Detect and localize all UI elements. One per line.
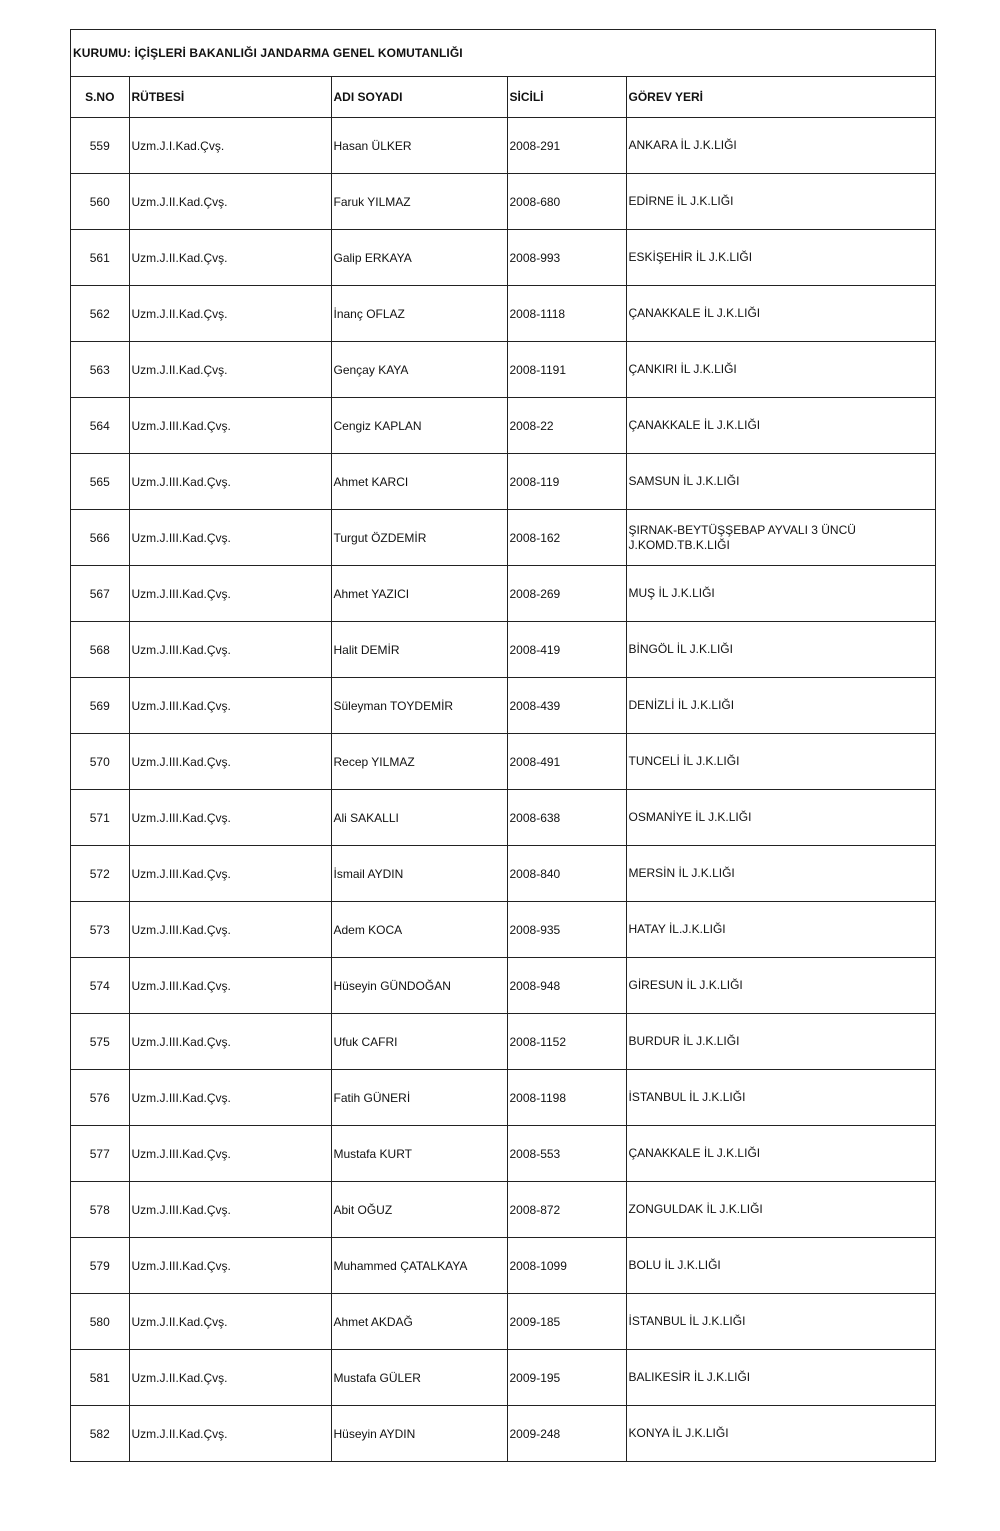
sno-cell: 563: [71, 342, 129, 398]
column-header-duty-station: GÖREV YERİ: [626, 77, 935, 118]
table-row: [71, 846, 935, 902]
sno-cell: 565: [71, 454, 129, 510]
registry-cell: 2008-948: [507, 958, 626, 1014]
registry-cell: 2008-1152: [507, 1014, 626, 1070]
table-row: [71, 622, 935, 678]
table-row: [71, 1014, 935, 1070]
column-header-rank: RÜTBESİ: [129, 77, 331, 118]
name-cell: Mustafa GÜLER: [331, 1350, 507, 1406]
rank-cell: Uzm.J.II.Kad.Çvş.: [129, 342, 331, 398]
name-cell: İsmail AYDIN: [331, 846, 507, 902]
sno-cell: 570: [71, 734, 129, 790]
table-row: [71, 230, 935, 286]
rank-cell: Uzm.J.III.Kad.Çvş.: [129, 566, 331, 622]
duty-station-cell: ÇANAKKALE İL J.K.LIĞI: [626, 286, 935, 342]
sno-cell: 578: [71, 1182, 129, 1238]
name-cell: Turgut ÖZDEMİR: [331, 510, 507, 566]
registry-cell: 2008-935: [507, 902, 626, 958]
column-header-registry: SİCİLİ: [507, 77, 626, 118]
table-row: [71, 510, 935, 566]
registry-cell: 2008-553: [507, 1126, 626, 1182]
rank-cell: Uzm.J.III.Kad.Çvş.: [129, 454, 331, 510]
duty-station-cell: İSTANBUL İL J.K.LIĞI: [626, 1070, 935, 1126]
table-row: [71, 342, 935, 398]
name-cell: Süleyman TOYDEMİR: [331, 678, 507, 734]
duty-station-cell: BALIKESİR İL J.K.LIĞI: [626, 1350, 935, 1406]
sno-cell: 575: [71, 1014, 129, 1070]
rank-cell: Uzm.J.III.Kad.Çvş.: [129, 734, 331, 790]
name-cell: Ahmet YAZICI: [331, 566, 507, 622]
name-cell: Fatih GÜNERİ: [331, 1070, 507, 1126]
rank-cell: Uzm.J.III.Kad.Çvş.: [129, 902, 331, 958]
duty-station-cell: ÇANKIRI İL J.K.LIĞI: [626, 342, 935, 398]
sno-cell: 574: [71, 958, 129, 1014]
registry-cell: 2008-872: [507, 1182, 626, 1238]
registry-cell: 2008-22: [507, 398, 626, 454]
registry-cell: 2008-1198: [507, 1070, 626, 1126]
rank-cell: Uzm.J.III.Kad.Çvş.: [129, 1070, 331, 1126]
table-row: [71, 398, 935, 454]
sno-cell: 577: [71, 1126, 129, 1182]
registry-cell: 2008-1118: [507, 286, 626, 342]
table-row: [71, 174, 935, 230]
rank-cell: Uzm.J.II.Kad.Çvş.: [129, 230, 331, 286]
sno-cell: 571: [71, 790, 129, 846]
rank-cell: Uzm.J.II.Kad.Çvş.: [129, 1350, 331, 1406]
column-header-sno: S.NO: [71, 77, 129, 118]
rank-cell: Uzm.J.II.Kad.Çvş.: [129, 286, 331, 342]
rank-cell: Uzm.J.III.Kad.Çvş.: [129, 678, 331, 734]
registry-cell: 2008-491: [507, 734, 626, 790]
name-cell: Muhammed ÇATALKAYA: [331, 1238, 507, 1294]
sno-cell: 582: [71, 1406, 129, 1462]
duty-station-cell: EDİRNE İL J.K.LIĞI: [626, 174, 935, 230]
name-cell: Ufuk CAFRI: [331, 1014, 507, 1070]
rank-cell: Uzm.J.III.Kad.Çvş.: [129, 1182, 331, 1238]
table-row: [71, 1182, 935, 1238]
sno-cell: 567: [71, 566, 129, 622]
rank-cell: Uzm.J.III.Kad.Çvş.: [129, 622, 331, 678]
name-cell: Hasan ÜLKER: [331, 118, 507, 174]
duty-station-cell: SAMSUN İL J.K.LIĞI: [626, 454, 935, 510]
registry-cell: 2008-291: [507, 118, 626, 174]
registry-cell: 2009-185: [507, 1294, 626, 1350]
name-cell: Adem KOCA: [331, 902, 507, 958]
name-cell: İnanç OFLAZ: [331, 286, 507, 342]
sno-cell: 573: [71, 902, 129, 958]
table-row: [71, 1238, 935, 1294]
sno-cell: 560: [71, 174, 129, 230]
duty-station-cell: BURDUR İL J.K.LIĞI: [626, 1014, 935, 1070]
sno-cell: 559: [71, 118, 129, 174]
table-row: [71, 118, 935, 174]
rank-cell: Uzm.J.III.Kad.Çvş.: [129, 1126, 331, 1182]
sno-cell: 576: [71, 1070, 129, 1126]
duty-station-cell: HATAY İL.J.K.LIĞI: [626, 902, 935, 958]
duty-station-cell: MERSİN İL J.K.LIĞI: [626, 846, 935, 902]
name-cell: Faruk YILMAZ: [331, 174, 507, 230]
name-cell: Galip ERKAYA: [331, 230, 507, 286]
sno-cell: 566: [71, 510, 129, 566]
table-row: [71, 286, 935, 342]
name-cell: Gençay KAYA: [331, 342, 507, 398]
name-cell: Hüseyin AYDIN: [331, 1406, 507, 1462]
registry-cell: 2008-1191: [507, 342, 626, 398]
sno-cell: 580: [71, 1294, 129, 1350]
duty-station-cell: ANKARA İL J.K.LIĞI: [626, 118, 935, 174]
name-cell: Abit OĞUZ: [331, 1182, 507, 1238]
duty-station-cell: MUŞ İL J.K.LIĞI: [626, 566, 935, 622]
institution-title: KURUMU: İÇİŞLERİ BAKANLIĞI JANDARMA GENEL KOMUTANLIĞI: [71, 30, 935, 77]
name-cell: Ali SAKALLI: [331, 790, 507, 846]
sno-cell: 572: [71, 846, 129, 902]
personnel-table: [71, 77, 935, 1461]
sno-cell: 579: [71, 1238, 129, 1294]
table-row: [71, 790, 935, 846]
registry-cell: 2008-680: [507, 174, 626, 230]
name-cell: Halit DEMİR: [331, 622, 507, 678]
table-row: [71, 902, 935, 958]
duty-station-cell: DENİZLİ İL J.K.LIĞI: [626, 678, 935, 734]
name-cell: Ahmet KARCI: [331, 454, 507, 510]
registry-cell: 2008-269: [507, 566, 626, 622]
registry-cell: 2008-162: [507, 510, 626, 566]
registry-cell: 2009-248: [507, 1406, 626, 1462]
table-row: [71, 1070, 935, 1126]
name-cell: Recep YILMAZ: [331, 734, 507, 790]
duty-station-cell: ESKİŞEHİR İL J.K.LIĞI: [626, 230, 935, 286]
name-cell: Ahmet AKDAĞ: [331, 1294, 507, 1350]
personnel-list-sheet: [70, 29, 936, 1462]
table-row: [71, 678, 935, 734]
name-cell: Hüseyin GÜNDOĞAN: [331, 958, 507, 1014]
sno-cell: 564: [71, 398, 129, 454]
registry-cell: 2008-840: [507, 846, 626, 902]
registry-cell: 2008-1099: [507, 1238, 626, 1294]
sno-cell: 568: [71, 622, 129, 678]
table-row: [71, 734, 935, 790]
rank-cell: Uzm.J.I.Kad.Çvş.: [129, 118, 331, 174]
table-row: [71, 1406, 935, 1462]
table-row: [71, 958, 935, 1014]
duty-station-cell: ŞIRNAK-BEYTÜŞŞEBAP AYVALI 3 ÜNCÜ J.KOMD.TB.K.LIĞI: [626, 510, 935, 566]
rank-cell: Uzm.J.III.Kad.Çvş.: [129, 958, 331, 1014]
rank-cell: Uzm.J.II.Kad.Çvş.: [129, 174, 331, 230]
registry-cell: 2008-119: [507, 454, 626, 510]
rank-cell: Uzm.J.III.Kad.Çvş.: [129, 790, 331, 846]
table-row: [71, 1294, 935, 1350]
column-header-name: ADI SOYADI: [331, 77, 507, 118]
duty-station-cell: GİRESUN İL J.K.LIĞI: [626, 958, 935, 1014]
duty-station-cell: İSTANBUL İL J.K.LIĞI: [626, 1294, 935, 1350]
registry-cell: 2008-419: [507, 622, 626, 678]
registry-cell: 2008-439: [507, 678, 626, 734]
sno-cell: 562: [71, 286, 129, 342]
duty-station-cell: KONYA İL J.K.LIĞI: [626, 1406, 935, 1462]
table-row: [71, 1126, 935, 1182]
name-cell: Mustafa KURT: [331, 1126, 507, 1182]
rank-cell: Uzm.J.II.Kad.Çvş.: [129, 1406, 331, 1462]
sno-cell: 581: [71, 1350, 129, 1406]
rank-cell: Uzm.J.II.Kad.Çvş.: [129, 1294, 331, 1350]
name-cell: Cengiz KAPLAN: [331, 398, 507, 454]
registry-cell: 2008-993: [507, 230, 626, 286]
rank-cell: Uzm.J.III.Kad.Çvş.: [129, 398, 331, 454]
sno-cell: 561: [71, 230, 129, 286]
table-header-row: [71, 77, 935, 118]
duty-station-cell: ÇANAKKALE İL J.K.LIĞI: [626, 398, 935, 454]
duty-station-cell: TUNCELİ İL J.K.LIĞI: [626, 734, 935, 790]
rank-cell: Uzm.J.III.Kad.Çvş.: [129, 846, 331, 902]
rank-cell: Uzm.J.III.Kad.Çvş.: [129, 1238, 331, 1294]
table-row: [71, 1350, 935, 1406]
duty-station-cell: ZONGULDAK İL J.K.LIĞI: [626, 1182, 935, 1238]
rank-cell: Uzm.J.III.Kad.Çvş.: [129, 510, 331, 566]
duty-station-cell: BOLU İL J.K.LIĞI: [626, 1238, 935, 1294]
duty-station-cell: ÇANAKKALE İL J.K.LIĞI: [626, 1126, 935, 1182]
sno-cell: 569: [71, 678, 129, 734]
registry-cell: 2009-195: [507, 1350, 626, 1406]
duty-station-cell: BİNGÖL İL J.K.LIĞI: [626, 622, 935, 678]
duty-station-cell: OSMANİYE İL J.K.LIĞI: [626, 790, 935, 846]
table-row: [71, 454, 935, 510]
registry-cell: 2008-638: [507, 790, 626, 846]
table-row: [71, 566, 935, 622]
rank-cell: Uzm.J.III.Kad.Çvş.: [129, 1014, 331, 1070]
